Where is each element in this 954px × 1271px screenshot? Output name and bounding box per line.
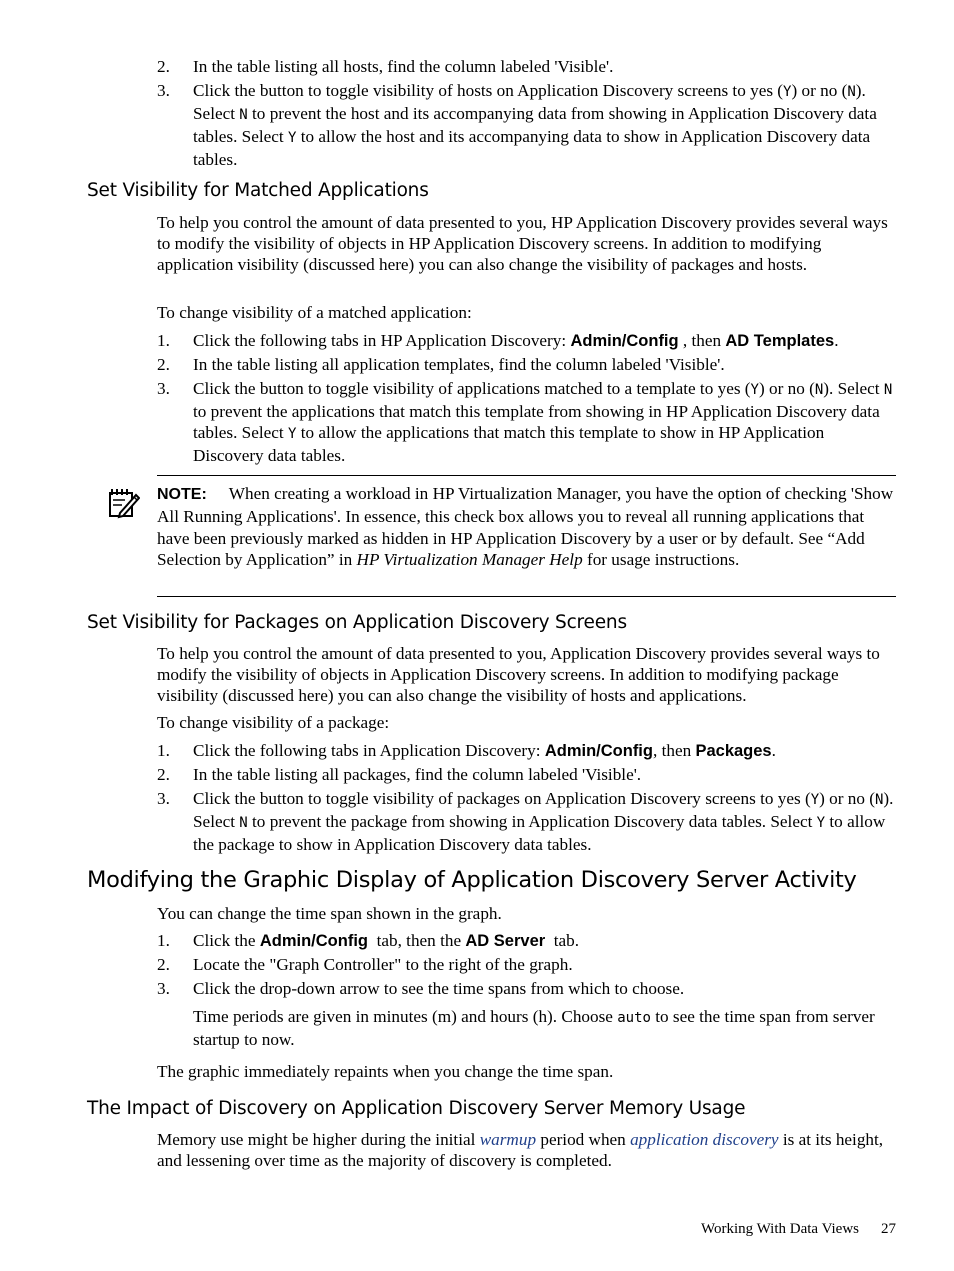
- paragraph: To change visibility of a package:: [157, 713, 390, 732]
- note-text: NOTE: When creating a workload in HP Virtualization Manager, you have the option of checking 'Show All Running Applications'. In essence, this check box allows you to reveal all running applications that have been previously marked as hidden in HP Application Discovery by a user or by default. See “Add Selection by Application” in HP Virtualization Manager Help for usage instructions.: [157, 484, 894, 570]
- paragraph: Time periods are given in minutes (m) and hours (h). Choose auto to see the time span from server startup to now.: [193, 1007, 875, 1049]
- paragraph: To help you control the amount of data presented to you, HP Application Discovery provides several ways to modify the visibility of objects in HP Application Discovery screens. In addition to modifying application visibility (discussed here) you can also change the visibility of packages and hosts.: [157, 213, 888, 274]
- page-footer: [701, 1221, 896, 1238]
- note-top-rule: [157, 475, 896, 476]
- document-page: 2. In the table listing all hosts, find the column labeled 'Visible'. 3. Click the button to toggle visibility of hosts on Application Discovery screens to yes (Y) or no (N). Select N to prevent the host and its accompanying data from showing in Application Discovery data tables. Select Y to allow the host and its accompanying data to show in Application Discovery data tables. Set Visibility for Matched Applications To help you control the amount of data presented to you, HP Application Discovery provides several ways to modify the visibility of objects in HP Application Discovery screens. In addition to modifying application visibility (discussed here) you can also change the visibility of packages and hosts. To change visibility of a matched application: 1. Click the following tabs in HP Application Discovery: Admin/Config , then AD Templates. 2. In the table listing all application templates, find the column labeled 'Visible'. 3. Click the button to toggle visibility of applications matched to a template to yes (Y) or no (N). Select N to prevent the applications that match this template from showing in HP Application Discovery data tables. Select Y to allow the applications that match this template to show in HP Application Discovery data tables. NOTE: When creating a workload in HP Virtualization Manager, you have the option of checking 'Show All Running Applications'. In essence, this check box allows you to reveal all running applications that have been previously marked as hidden in HP Application Discovery by a user or by default. See “Add Selection by Application” in HP Virtualization Manager Help for usage instructions. Set Visibility for Packages on Application Discovery Screens To help you control the amount of data presented to you, Application Discovery provides several ways to modify the visibility of objects in Application Discovery screens. In addition to modifying package visibility (discussed here) you can also change the visibility of hosts and applications. To change visibility of a package: 1. Click the following tabs in Application Discovery: Admin/Config, then Packages. 2. In the table listing all packages, find the column labeled 'Visible'. 3. Click the button to toggle visibility of packages on Application Discovery screens to yes (Y) or no (N). Select N to prevent the package from showing in Application Discovery data tables. Select Y to allow the package to show in Application Discovery data tables. Modifying the Graphic Display of Application Discovery Server Activity You can change the time span shown in the graph. 1. Click the Admin/Config tab, then the AD Server tab. 2. Locate the "Graph Controller" to the right of the graph. 3. Click the drop-down arrow to see the time spans from which to choose. Time periods are given in minutes (m) and hours (h). Choose auto to see the time span from server startup to now. The graphic immediately repaints when you change the time span. The Impact of Discovery on Application Discovery Server Memory Usage Memory use might be higher during the initial warmup period when application discovery is at its height, and lessening over time as the majority of discovery is completed. Working With Data Views 27: [87, 57, 896, 1237]
- tab-name: Admin/Config: [544, 742, 653, 760]
- footer-title: Working With Data Views: [701, 1221, 859, 1237]
- paragraph: To change visibility of a matched application:: [157, 303, 472, 322]
- tab-name: Admin/Config: [259, 932, 368, 950]
- section-heading: Set Visibility for Packages on Application Discovery Screens: [87, 612, 627, 633]
- paragraph: To help you control the amount of data presented to you, Application Discovery provides several ways to modify the visibility of objects in Application Discovery screens. In addition to modifying package visibility (discussed here) you can also change the visibility of hosts and applications.: [157, 644, 880, 705]
- tab-name: AD Server: [465, 932, 546, 950]
- paragraph: The graphic immediately repaints when you change the time span.: [157, 1062, 614, 1081]
- page-number: 27: [881, 1221, 896, 1237]
- section-heading: Set Visibility for Matched Applications: [87, 180, 429, 201]
- glossary-link[interactable]: application discovery: [630, 1130, 779, 1149]
- section-heading: The Impact of Discovery on Application Discovery Server Memory Usage: [87, 1098, 746, 1119]
- paragraph: You can change the time span shown in the graph.: [157, 904, 502, 923]
- tab-name: Packages: [695, 742, 772, 760]
- tab-name: AD Templates: [725, 332, 835, 350]
- note-bottom-rule: [157, 596, 896, 597]
- glossary-link[interactable]: warmup: [479, 1130, 537, 1149]
- note-pencil-icon: [108, 487, 140, 519]
- chapter-heading: Modifying the Graphic Display of Application Discovery Server Activity: [87, 867, 857, 893]
- note-label: NOTE:: [157, 486, 207, 503]
- paragraph: Memory use might be higher during the initial warmup period when application discovery is at its height, and lessening over time as the majority of discovery is completed.: [157, 1130, 884, 1170]
- tab-name: Admin/Config: [570, 332, 679, 350]
